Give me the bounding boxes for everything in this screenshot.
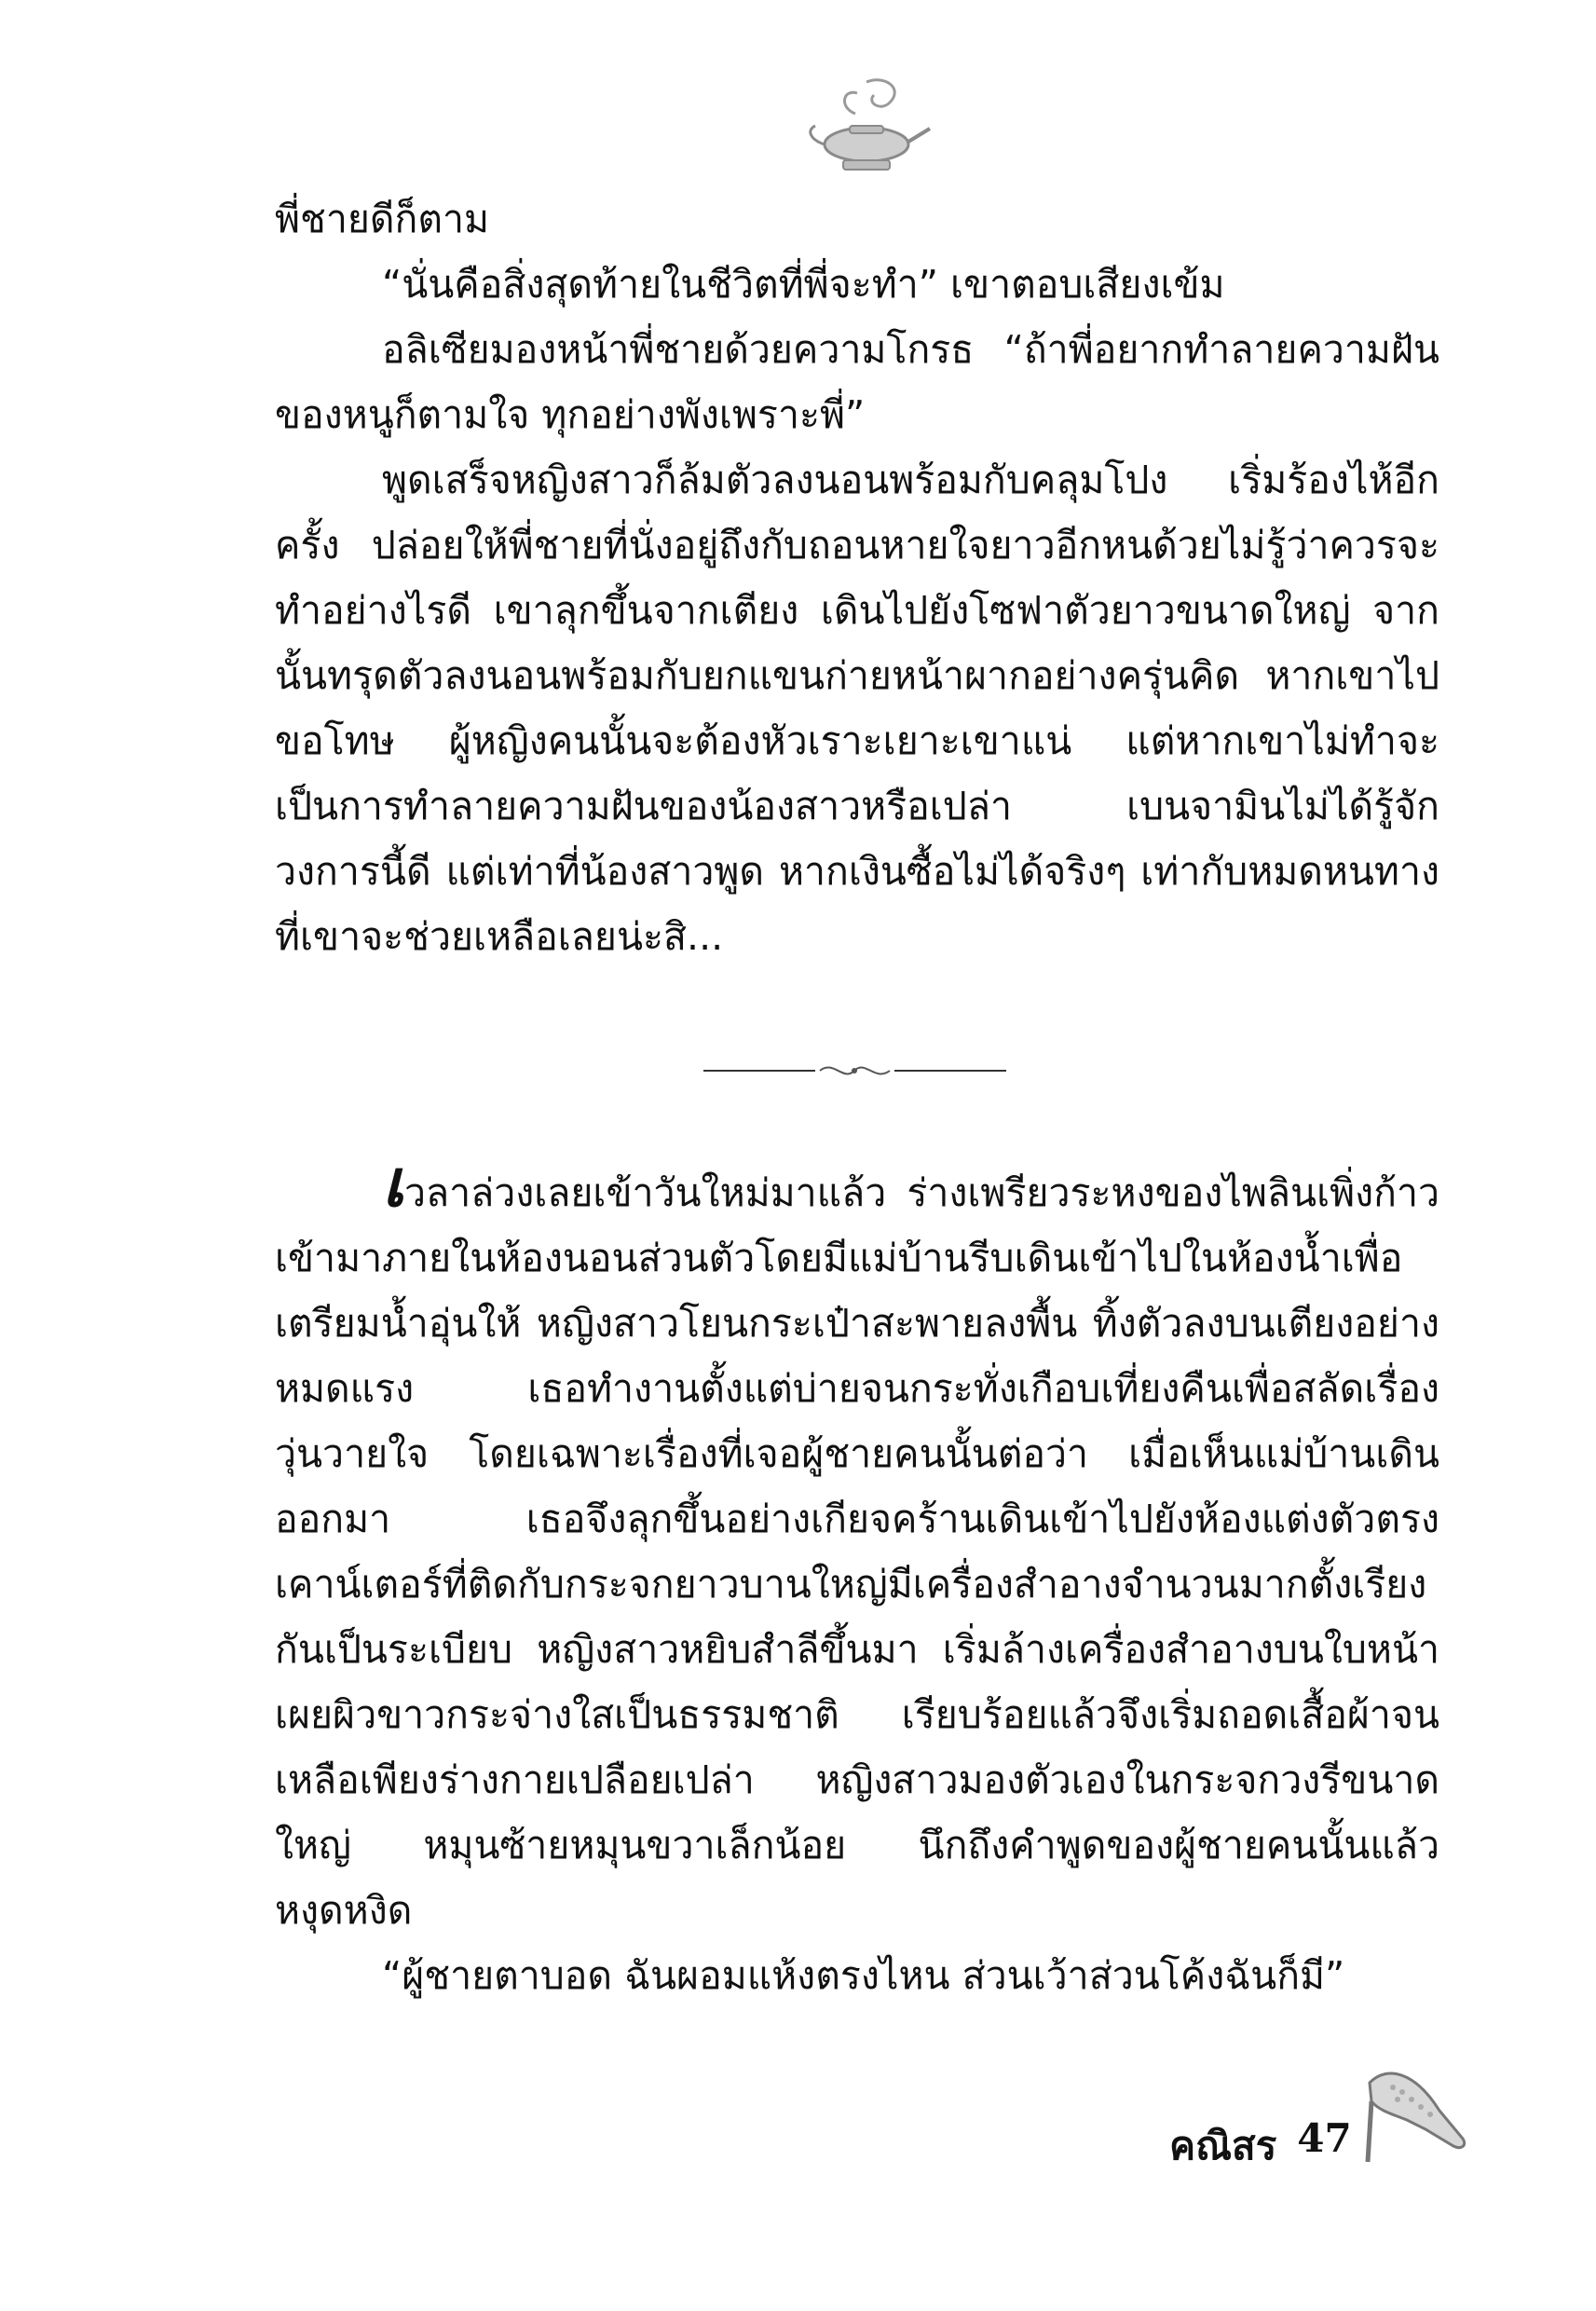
section-two <box>275 1144 1439 2008</box>
page-number: 47 <box>1297 2115 1352 2161</box>
paragraph-dialogue-1: “นั่นคือสิ่งสุดท้ายในชีวิตที่พี่จะทำ” เขาตอบเสียงเข้ม <box>382 262 1225 307</box>
section-one <box>275 186 1439 969</box>
paragraph-opening <box>275 1144 1439 1943</box>
footer-title: คณิสร <box>1169 2123 1277 2168</box>
genie-lamp-icon <box>801 75 932 182</box>
paragraph-dialogue-3: “ผู้ชายตาบอด ฉันผอมแห้งตรงไหน ส่วนเว้าส่วนโค้งฉันก็มี” <box>382 1953 1345 1998</box>
paragraph-dialogue-2: อลิเซียมองหน้าพี่ชายด้วยความโกรธ “ถ้าพี่อยากทำลายความฝันของหนูก็ตามใจ ทุกอย่างพังเพราะพี่” <box>275 327 1439 437</box>
drop-cap: เ <box>382 1144 404 1222</box>
paragraph-continuation: พี่ชายดีก็ตาม <box>275 197 490 241</box>
high-heel-shoe-icon <box>1351 2045 1477 2171</box>
paragraph-opening-text: วลาล่วงเลยเข้าวันใหม่มาแล้ว ร่างเพรียวระหงของไพลินเพิ่งก้าวเข้ามาภายในห้องนอนส่วนตัวโดยมีแม่บ้านรีบเดินเข้าไปในห้องน้ำเพื่อเตรียมน้ำอุ่นให้ หญิงสาวโยนกระเป๋าสะพายลงพื้น ทิ้งตัวลงบนเตียงอย่างหมดแรง เธอทำงานตั้งแต่บ่ายจนกระทั่งเกือบเที่ยงคืนเพื่อสลัดเรื่องวุ่นวายใจ โดยเฉพาะเรื่องที่เจอผู้ชายคนนั้นต่อว่า เมื่อเห็นแม่บ้านเดินออกมา เธอจึงลุกขึ้นอย่างเกียจคร้านเดินเข้าไปยังห้องแต่งตัวตรงเคาน์เตอร์ที่ติดกับกระจกยาวบานใหญ่มีเครื่องสำอางจำนวนมากตั้งเรียงกันเป็นระเบียบ หญิงสาวหยิบสำลีขึ้นมา เริ่มล้างเครื่องสำอางบนใบหน้า เผยผิวขาวกระจ่างใสเป็นธรรมชาติ เรียบร้อยแล้วจึงเริ่มถอดเสื้อผ้าจนเหลือเพียงร่างกายเปลือยเปล่า หญิงสาวมองตัวเองในกระจกวงรีขนาดใหญ่ หมุนซ้ายหมุนขวาเล็กน้อย นึกถึงคำพูดของผู้ชายคนนั้นแล้วหงุดหงิด <box>275 1170 1439 1933</box>
paragraph-narration: พูดเสร็จหญิงสาวก็ล้มตัวลงนอนพร้อมกับคลุมโปง เริ่มร้องไห้อีกครั้ง ปล่อยให้พี่ชายที่นั่งอยู่ถึงกับถอนหายใจยาวอีกหนด้วยไม่รู้ว่าควรจะทำอย่างไรดี เขาลุกขึ้นจากเตียง เดินไปยังโซฟาตัวยาวขนาดใหญ่ จากนั้นทรุดตัวลงนอนพร้อมกับยกแขนก่ายหน้าผากอย่างครุ่นคิด หากเขาไปขอโทษ ผู้หญิงคนนั้นจะต้องหัวเราะเยาะเขาแน่ แต่หากเขาไม่ทำจะเป็นการทำลายความฝันของน้องสาวหรือเปล่า เบนจามินไม่ได้รู้จักวงการนี้ดี แต่เท่าที่น้องสาวพูด หากเงินซื้อไม่ได้จริงๆ เท่ากับหมดหนทางที่เขาจะช่วยเหลือเลยน่ะสิ... <box>275 458 1439 959</box>
page-footer <box>1169 2115 1352 2177</box>
ornament-divider <box>703 1056 1006 1086</box>
